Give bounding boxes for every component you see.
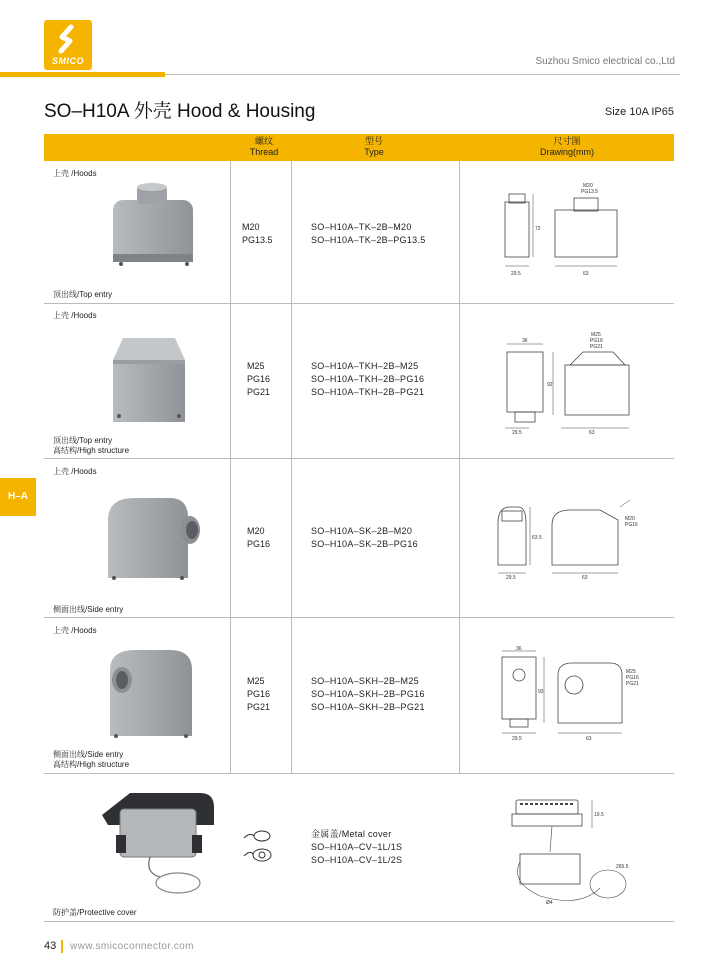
dim-label: 29.5 bbox=[512, 430, 522, 436]
row-1-bottom-label: 顶出线/Top entry bbox=[53, 290, 113, 299]
dim-label: PG21 bbox=[590, 344, 603, 350]
type-value: SO–H10A–TKH–2B–M25 bbox=[311, 361, 419, 371]
hood-side-entry-high-image bbox=[100, 640, 210, 745]
row-4-threads bbox=[247, 675, 270, 714]
row-1-types bbox=[311, 221, 426, 247]
row-2-bottom-label-2: 高结构/High structure bbox=[53, 446, 130, 455]
row-5-types bbox=[311, 828, 402, 867]
size-label: Size 10A IP65 bbox=[604, 106, 674, 118]
row-1-drawing bbox=[495, 180, 645, 280]
thread-value: PG13.5 bbox=[242, 235, 273, 245]
thread-value: M25 bbox=[247, 361, 265, 371]
dim-label: M25 bbox=[591, 332, 601, 338]
row-divider bbox=[44, 921, 674, 922]
type-value: SO–H10A–SKH–2B–PG21 bbox=[311, 702, 425, 712]
column-divider bbox=[230, 161, 231, 773]
row-3-top-label: 上壳 /Hoods bbox=[53, 467, 97, 476]
dim-label: 36 bbox=[516, 646, 522, 652]
footer-separator bbox=[61, 940, 63, 953]
thread-value: PG16 bbox=[247, 539, 271, 549]
thread-header-zh: 螺纹 bbox=[254, 136, 273, 146]
dim-label: 63 bbox=[586, 736, 592, 742]
dim-label: Ø4 bbox=[546, 900, 553, 906]
type-value: SO–H10A–SKH–2B–M25 bbox=[311, 676, 419, 686]
thread-value: PG21 bbox=[247, 702, 271, 712]
row-4-drawing bbox=[492, 645, 642, 745]
type-value: SO–H10A–SK–2B–PG16 bbox=[311, 539, 418, 549]
row-divider bbox=[44, 458, 674, 459]
dim-label: M20 bbox=[583, 183, 593, 189]
dim-label: PG21 bbox=[626, 681, 639, 687]
type-value: SO–H10A–CV–1L/2S bbox=[311, 855, 403, 865]
protective-cover-image bbox=[90, 785, 220, 900]
type-value: SO–H10A–SKH–2B–PG16 bbox=[311, 689, 425, 699]
row-4-bottom-label-2: 高结构/High structure bbox=[53, 760, 130, 769]
type-header-zh: 型号 bbox=[364, 136, 383, 146]
table-header bbox=[44, 134, 674, 161]
thread-value: PG16 bbox=[247, 374, 271, 384]
row-3-drawing bbox=[490, 495, 645, 590]
type-value: SO–H10A–TKH–2B–PG21 bbox=[311, 387, 425, 397]
row-divider bbox=[44, 773, 674, 774]
hood-top-entry-high-image bbox=[105, 330, 205, 430]
dim-label: 92 bbox=[538, 689, 544, 695]
logo-text: SMICO bbox=[51, 56, 84, 66]
thread-header-en: Thread bbox=[249, 147, 279, 157]
row-2-drawing bbox=[495, 330, 645, 440]
row-2-top-label: 上壳 /Hoods bbox=[53, 311, 97, 320]
type-value: SO–H10A–TK–2B–PG13.5 bbox=[311, 235, 426, 245]
type-header-en: Type bbox=[364, 147, 384, 157]
type-value: SO–H10A–TKH–2B–PG16 bbox=[311, 374, 425, 384]
dim-label: PG16 bbox=[590, 338, 603, 344]
page-title: SO–H10A 外壳 Hood & Housing bbox=[44, 101, 316, 122]
page-number: 43 bbox=[44, 940, 57, 952]
row-5-drawing bbox=[500, 792, 650, 917]
dim-label: 29.5 bbox=[511, 271, 521, 277]
dim-label: 92 bbox=[547, 382, 553, 388]
section-tab: H–A bbox=[0, 478, 36, 516]
dim-label: PG16 bbox=[625, 522, 638, 528]
thread-value: M20 bbox=[247, 526, 265, 536]
company-name: Suzhou Smico electrical co.,Ltd bbox=[535, 56, 675, 67]
row-divider bbox=[44, 617, 674, 618]
dim-label: 29.5 bbox=[506, 575, 516, 581]
hood-top-entry-image bbox=[105, 180, 205, 275]
dim-label: M20 bbox=[625, 516, 635, 522]
dim-label: 63 bbox=[589, 430, 595, 436]
row-1-top-label: 上壳 /Hoods bbox=[53, 169, 97, 178]
thread-value: PG21 bbox=[247, 387, 271, 397]
cable-loop-icon bbox=[240, 826, 280, 866]
dim-label: 36 bbox=[522, 338, 528, 344]
drawing-header-zh: 尺寸图 bbox=[553, 136, 581, 146]
thread-column-header bbox=[234, 136, 294, 158]
dim-label: 265.5 bbox=[616, 864, 629, 870]
dim-label: 63.5 bbox=[532, 535, 542, 541]
thread-value: PG16 bbox=[247, 689, 271, 699]
type-value: SO–H10A–SK–2B–M20 bbox=[311, 526, 413, 536]
type-column-header bbox=[304, 136, 444, 158]
column-divider bbox=[291, 161, 292, 773]
dim-label: PG13.5 bbox=[581, 189, 598, 195]
row-3-bottom-label: 侧面出线/Side entry bbox=[53, 605, 124, 614]
thread-value: M20 bbox=[242, 222, 260, 232]
logo-symbol-icon bbox=[50, 23, 86, 59]
row-5-bottom-label: 防护盖/Protective cover bbox=[53, 908, 137, 917]
row-4-top-label: 上壳 /Hoods bbox=[53, 626, 97, 635]
row-2-types bbox=[311, 360, 424, 399]
row-2-threads bbox=[247, 360, 270, 399]
hood-side-entry-image bbox=[100, 490, 210, 590]
drawing-header-en: Drawing(mm) bbox=[540, 147, 594, 157]
row-1-threads bbox=[242, 221, 273, 247]
column-divider bbox=[459, 161, 460, 773]
dim-label: 63 bbox=[583, 271, 589, 277]
dim-label: PG16 bbox=[626, 675, 639, 681]
dim-label: M25 bbox=[626, 669, 636, 675]
row-3-types bbox=[311, 525, 418, 551]
thread-value: M25 bbox=[247, 676, 265, 686]
drawing-column-header bbox=[460, 136, 674, 158]
header-accent-bar bbox=[0, 72, 165, 77]
row-4-types bbox=[311, 675, 425, 714]
type-value: SO–H10A–TK–2B–M20 bbox=[311, 222, 412, 232]
row-divider bbox=[44, 303, 674, 304]
dim-label: 19.5 bbox=[594, 812, 604, 818]
row-2-bottom-label: 顶出线/Top entry bbox=[53, 436, 113, 445]
footer-website: www.smicoconnector.com bbox=[70, 941, 194, 952]
row-3-threads bbox=[247, 525, 270, 551]
type-value: SO–H10A–CV–1L/1S bbox=[311, 842, 403, 852]
row-4-bottom-label: 侧面出线/Side entry bbox=[53, 750, 124, 759]
type-value: 金属盖/Metal cover bbox=[311, 829, 392, 839]
dim-label: 29.5 bbox=[512, 736, 522, 742]
dim-label: 63 bbox=[582, 575, 588, 581]
dim-label: 72 bbox=[535, 226, 541, 232]
